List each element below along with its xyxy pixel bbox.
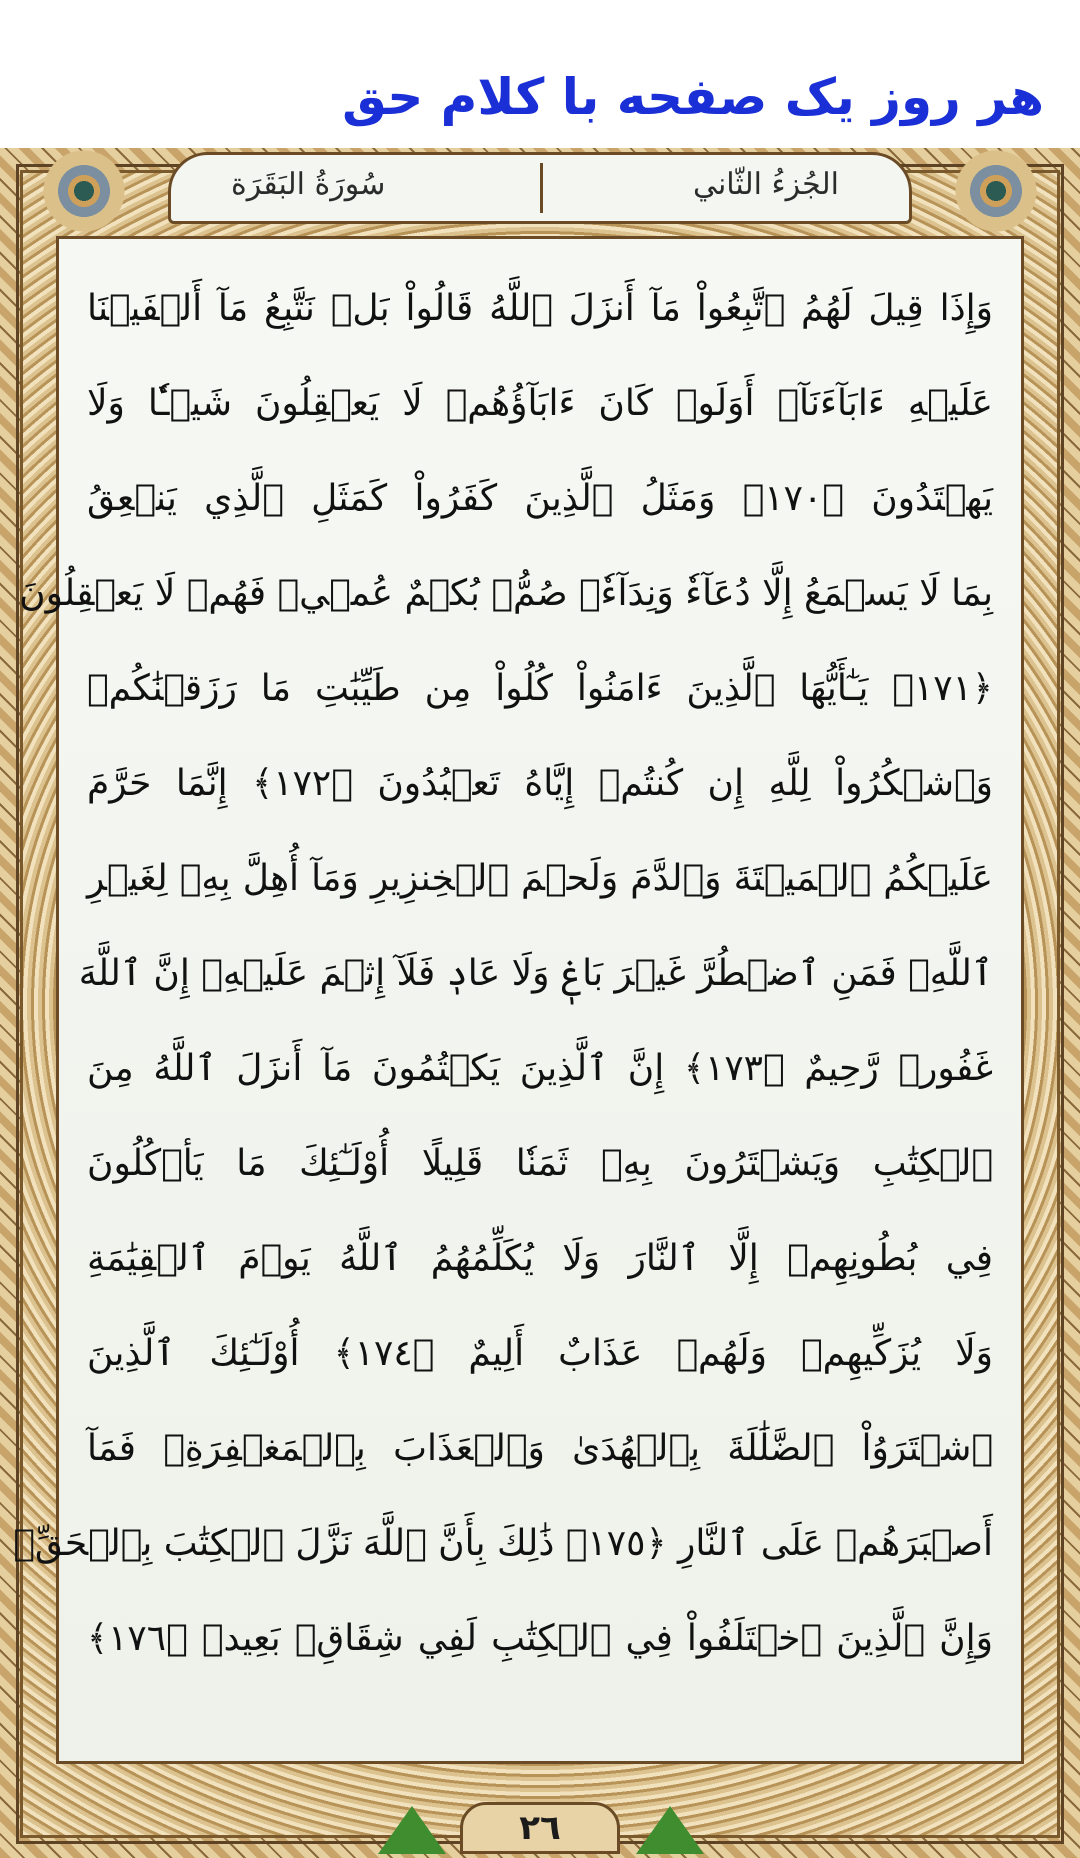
quran-line: يَهۡتَدُونَ ﴿١٧٠﴾ وَمَثَلُ ٱلَّذِينَ كَفَرُواْ كَمَثَلِ ٱلَّذِي يَنۡعِقُ bbox=[87, 478, 993, 519]
quran-line: عَلَيۡهِ ءَابَآءَنَآۚ أَوَلَوۡ كَانَ ءَابَآؤُهُمۡ لَا يَعۡقِلُونَ شَيۡـٔٗا وَلَا bbox=[87, 383, 993, 424]
quran-line: بِمَا لَا يَسۡمَعُ إِلَّا دُعَآءٗ وَنِدَآءٗۚ صُمُّۢ بُكۡمٌ عُمۡيٞ فَهُمۡ لَا يَعۡقِلُونَ bbox=[19, 573, 993, 614]
quran-line: فِي بُطُونِهِمۡ إِلَّا ٱلنَّارَ وَلَا يُكَلِّمُهُمُ ٱللَّهُ يَوۡمَ ٱلۡقِيَٰمَةِ bbox=[87, 1238, 993, 1279]
top-banner bbox=[0, 0, 1080, 150]
quran-line: أَصۡبَرَهُمۡ عَلَى ٱلنَّارِ ﴿١٧٥﴾ ذَٰلِكَ بِأَنَّ ٱللَّهَ نَزَّلَ ٱلۡكِتَٰبَ بِٱلۡحَقِّۗ bbox=[13, 1523, 993, 1564]
page-header bbox=[168, 152, 912, 224]
quran-line: غَفُورٞ رَّحِيمٌ ﴿١٧٣﴾ إِنَّ ٱلَّذِينَ يَكۡتُمُونَ مَآ أَنزَلَ ٱللَّهُ مِنَ bbox=[87, 1048, 993, 1089]
quran-line: وَإِذَا قِيلَ لَهُمُ ٱتَّبِعُواْ مَآ أَنزَلَ ٱللَّهُ قَالُواْ بَلۡ نَتَّبِعُ مَآ أَلۡفَيۡنَا bbox=[87, 288, 993, 329]
juz-label: الجُزءُ الثّاني bbox=[692, 167, 839, 202]
quran-lines bbox=[13, 261, 993, 1686]
surah-label: سُورَةُ البَقَرَة bbox=[231, 167, 386, 202]
quran-line: ٱلۡكِتَٰبِ وَيَشۡتَرُونَ بِهِۦ ثَمَنٗا قَلِيلًا أُوْلَـٰٓئِكَ مَا يَأۡكُلُونَ bbox=[87, 1143, 993, 1184]
quran-line: عَلَيۡكُمُ ٱلۡمَيۡتَةَ وَٱلدَّمَ وَلَحۡمَ ٱلۡخِنزِيرِ وَمَآ أُهِلَّ بِهِۦ لِغَيۡرِ bbox=[87, 858, 993, 899]
quran-line: ٱللَّهِۖ فَمَنِ ٱضۡطُرَّ غَيۡرَ بَاغٖ وَلَا عَادٖ فَلَآ إِثۡمَ عَلَيۡهِۚ إِنَّ ٱللَّهَ bbox=[78, 953, 993, 994]
quran-text-panel bbox=[13, 236, 1024, 1764]
quran-line: وَٱشۡكُرُواْ لِلَّهِ إِن كُنتُمۡ إِيَّاهُ تَعۡبُدُونَ ﴿١٧٢﴾ إِنَّمَا حَرَّمَ bbox=[87, 763, 993, 804]
quran-line: وَإِنَّ ٱلَّذِينَ ٱخۡتَلَفُواْ فِي ٱلۡكِتَٰبِ لَفِي شِقَاقِۭ بَعِيدٖ ﴿١٧٦﴾ bbox=[87, 1618, 993, 1659]
quran-line: ٱشۡتَرَوُاْ ٱلضَّلَٰلَةَ بِٱلۡهُدَىٰ وَٱلۡعَذَابَ بِٱلۡمَغۡفِرَةِۚ فَمَآ bbox=[87, 1428, 993, 1469]
flower-ornament-icon bbox=[24, 150, 144, 232]
flower-ornament-icon bbox=[936, 150, 1056, 232]
page-number: ٢٦ bbox=[519, 1808, 561, 1848]
quran-line: ﴿١٧١﴾ يَـٰٓأَيُّهَا ٱلَّذِينَ ءَامَنُواْ كُلُواْ مِن طَيِّبَٰتِ مَا رَزَقۡنَٰكُمۡ bbox=[87, 668, 993, 709]
banner-title: هر روز یک صفحه با کلام حق bbox=[342, 68, 1044, 126]
page-footer bbox=[0, 1798, 1080, 1858]
header-divider bbox=[540, 163, 543, 213]
quran-line: وَلَا يُزَكِّيهِمۡ وَلَهُمۡ عَذَابٌ أَلِيمٌ ﴿١٧٤﴾ أُوْلَـٰٓئِكَ ٱلَّذِينَ bbox=[87, 1333, 993, 1374]
page-number-badge bbox=[460, 1802, 620, 1854]
up-arrow-icon[interactable] bbox=[378, 1806, 446, 1854]
up-arrow-icon[interactable] bbox=[636, 1806, 704, 1854]
